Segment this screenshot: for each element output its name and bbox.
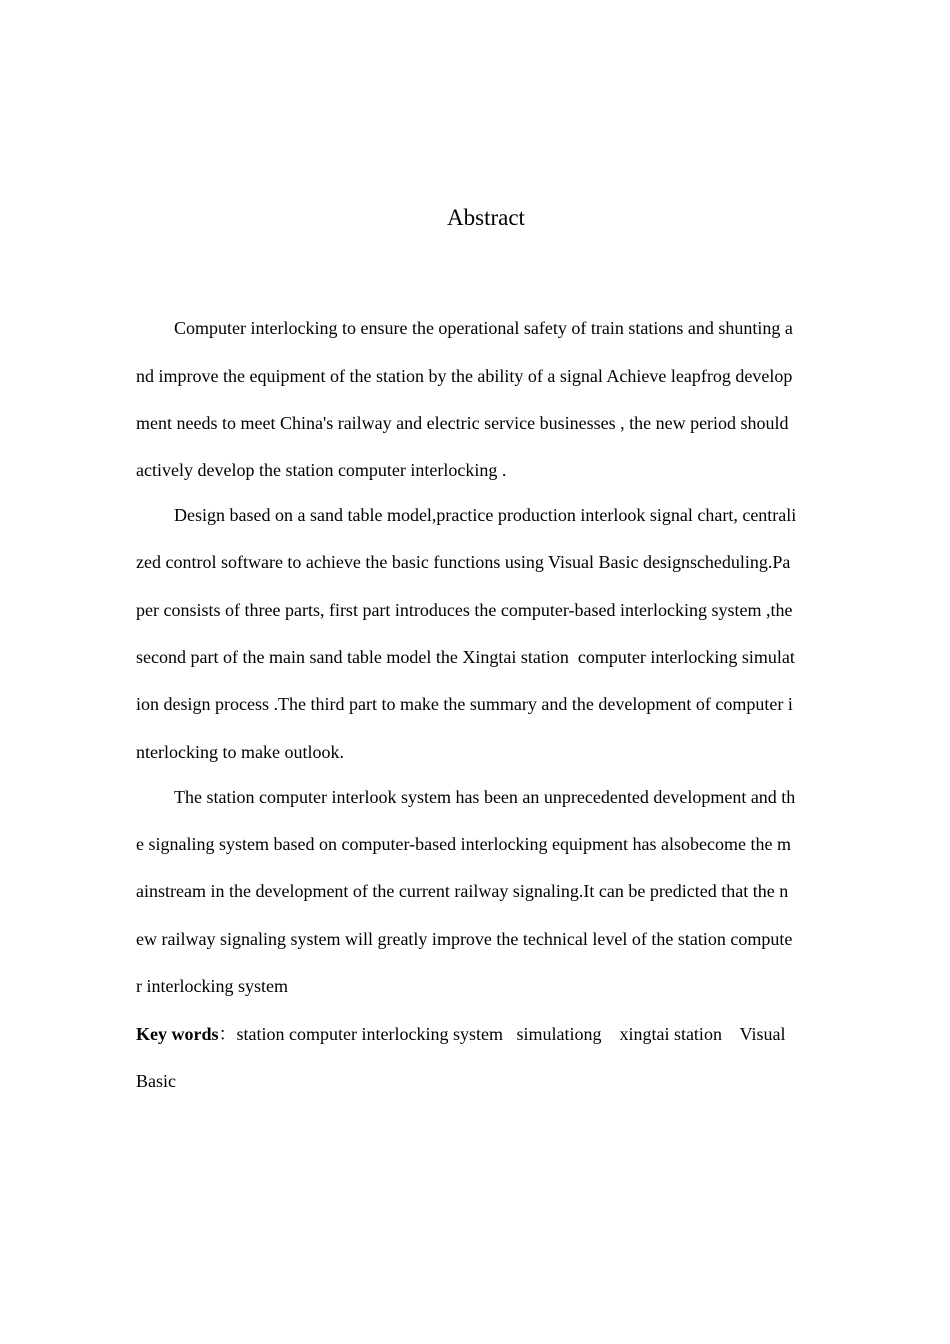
paragraph-3-line-3: ainstream in the development of the current railway signaling.It can be predicted that the n bbox=[136, 881, 789, 901]
paragraph-1-line-2: nd improve the equipment of the station by the ability of a signal Achieve leapfrog develop bbox=[136, 366, 793, 386]
paragraph-2-line-5: ion design process .The third part to make the summary and the development of computer i bbox=[136, 694, 793, 714]
paragraph-3-line-5: r interlocking system bbox=[136, 976, 288, 996]
keywords-line-2: Basic bbox=[136, 1071, 176, 1091]
keywords-line-1 bbox=[136, 1022, 786, 1046]
paragraph-2-line-6: nterlocking to make outlook. bbox=[136, 742, 344, 762]
paragraph-2-line-2: zed control software to achieve the basic functions using Visual Basic designscheduling.Pa bbox=[136, 552, 791, 572]
paragraph-1-line-4: actively develop the station computer interlocking . bbox=[136, 460, 507, 480]
page-title: Abstract bbox=[447, 205, 525, 230]
keywords-label: Key words bbox=[136, 1024, 219, 1044]
paragraph-3-line-4: ew railway signaling system will greatly improve the technical level of the station compute bbox=[136, 929, 793, 949]
keywords-separator: ： bbox=[218, 1024, 237, 1044]
paragraph-3-line-1: The station computer interlook system has been an unprecedented development and th bbox=[174, 787, 796, 807]
keywords-list: station computer interlocking system simulationg xingtai station Visual bbox=[236, 1024, 786, 1044]
paragraph-3-line-2: e signaling system based on computer-based interlocking equipment has alsobecome the m bbox=[136, 834, 791, 854]
paragraph-2-line-3: per consists of three parts, first part introduces the computer-based interlocking system ,the bbox=[136, 600, 793, 620]
paragraph-2-line-4: second part of the main sand table model the Xingtai station computer interlocking simulat bbox=[136, 647, 795, 667]
paragraph-2-line-1: Design based on a sand table model,practice production interlook signal chart, centrali bbox=[174, 505, 797, 525]
paragraph-1-line-1: Computer interlocking to ensure the operational safety of train stations and shunting a bbox=[174, 318, 793, 338]
paragraph-1-line-3: ment needs to meet China's railway and electric service businesses , the new period should bbox=[136, 413, 789, 433]
